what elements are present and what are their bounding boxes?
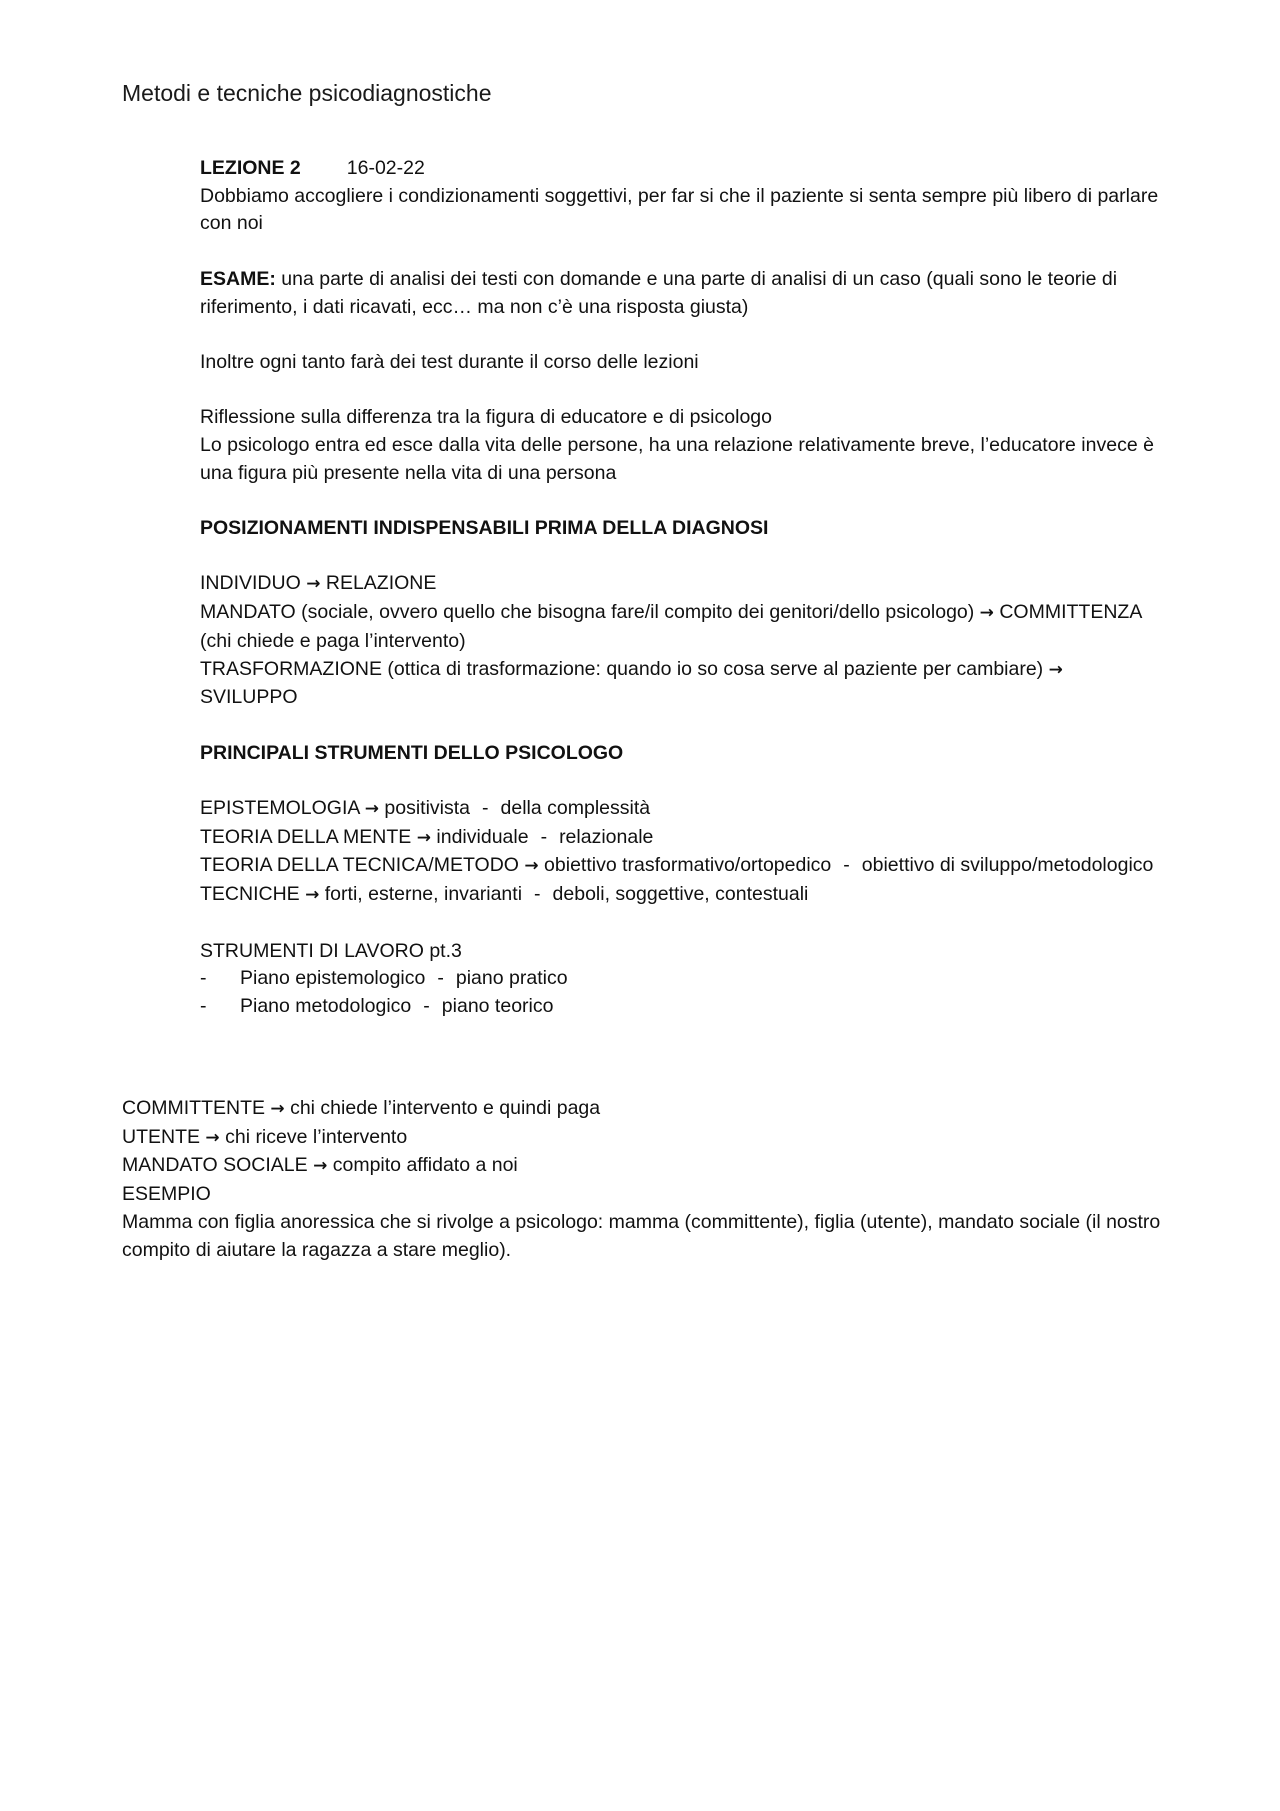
exam-text: una parte di analisi dei testi con domande e una parte di analisi di un caso (quali sono le teorie di riferimento, i dati ricavati, ecc… ma non c’è una risposta giusta) [200, 267, 1118, 318]
positioning-item: MANDATO (sociale, ovvero quello che bisogna fare/il compito dei genitori/dello psicologo) → COMMITTENZA (chi chiede e paga l’intervento) [200, 601, 1142, 652]
list-item: - Piano metodologico - piano teorico [200, 994, 554, 1017]
definition-item: COMMITTENTE → chi chiede l’intervento e quindi paga [122, 1097, 601, 1119]
positioning-heading: POSIZIONAMENTI INDISPENSABILI PRIMA DELLA DIAGNOSI [200, 517, 769, 540]
lesson-notes [200, 155, 1160, 1021]
tool-item: TECNICHE → forti, esterne, invarianti - deboli, soggettive, contestuali [200, 883, 809, 906]
arrow-right-icon: → [524, 856, 539, 877]
arrow-right-icon: → [305, 885, 320, 906]
reflection-text: Lo psicologo entra ed esce dalla vita delle persone, ha una relazione relativamente breve, l’educatore invece è una figura più presente nella vita di una persona [200, 433, 1154, 484]
arrow-right-icon: → [313, 1156, 328, 1177]
positioning-item: TRASFORMAZIONE (ottica di trasformazione: quando io so cosa serve al paziente per cambiare) → SVILUPPO [200, 657, 1063, 709]
definition-item: UTENTE → chi riceve l’intervento [122, 1125, 408, 1148]
lesson-date: 16-02-22 [346, 157, 425, 179]
work-tools-heading: STRUMENTI DI LAVORO pt.3 [200, 939, 462, 962]
arrow-right-icon: → [979, 603, 994, 624]
tool-item: TEORIA DELLA MENTE → individuale - relazionale [200, 825, 654, 848]
tests-note: Inoltre ogni tanto farà dei test durante il corso delle lezioni [200, 350, 699, 373]
arrow-right-icon: → [205, 1127, 220, 1148]
definition-item: MANDATO SOCIALE → compito affidato a noi [122, 1154, 518, 1177]
lesson-label: LEZIONE 2 [200, 157, 301, 179]
tools-heading: PRINCIPALI STRUMENTI DELLO PSICOLOGO [200, 741, 624, 764]
example-text: Mamma con figlia anoressica che si rivolge a psicologo: mamma (committente), figlia (utente), mandato sociale (il nostro compito di aiutare la ragazza a stare meglio). [122, 1210, 1161, 1261]
example-label: ESEMPIO [122, 1183, 211, 1206]
reflection-title: Riflessione sulla differenza tra la figura di educatore e di psicologo [200, 406, 772, 429]
definitions-block [122, 1095, 1162, 1264]
positioning-item: INDIVIDUO → RELAZIONE [200, 572, 437, 595]
arrow-right-icon: → [306, 574, 321, 595]
arrow-right-icon: → [1048, 659, 1063, 680]
arrow-right-icon: → [416, 827, 431, 848]
exam-label: ESAME: [200, 267, 276, 290]
lesson-intro: Dobbiamo accogliere i condizionamenti soggettivi, per far si che il paziente si senta sempre più libero di parlare con noi [200, 184, 1159, 235]
lesson-header [200, 155, 1160, 183]
arrow-right-icon: → [270, 1099, 285, 1119]
arrow-right-icon: → [364, 799, 379, 820]
page-title: Metodi e tecniche psicodiagnostiche [122, 80, 492, 106]
tool-item: TEORIA DELLA TECNICA/METODO → obiettivo trasformativo/ortopedico - obiettivo di sviluppo/metodologico [200, 854, 1154, 877]
list-item: - Piano epistemologico - piano pratico [200, 967, 568, 990]
tool-item: EPISTEMOLOGIA → positivista - della complessità [200, 797, 651, 820]
exam-paragraph [200, 266, 1160, 321]
